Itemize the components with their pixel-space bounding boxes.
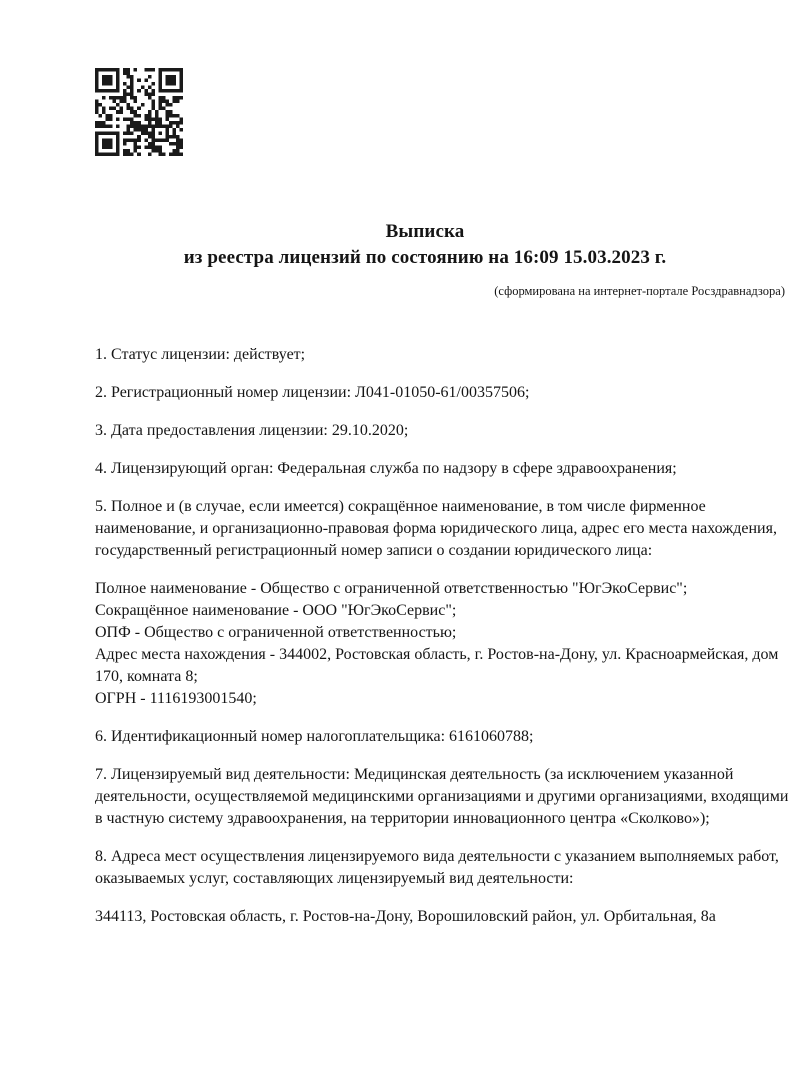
company-ogrn: ОГРН - 1116193001540; — [95, 690, 257, 707]
item-registration-number: 2. Регистрационный номер лицензии: Л041-01050-61/00357506; — [95, 384, 530, 401]
qr-code-image — [95, 68, 183, 156]
item-licensed-activity: 7. Лицензируемый вид деятельности: Медицинская деятельность (за исключением указанной деятельности, осуществляемой медицинскими организациями и другими организациями, входящими в частную систему здравоохранения, на территории инновационного центра «Сколково»); — [95, 766, 789, 827]
item-activity-address: 344113, Ростовская область, г. Ростов-на-Дону, Ворошиловский район, ул. Орбитальная, 8а — [95, 908, 716, 925]
item-activity-addresses-heading: 8. Адреса мест осуществления лицензируемого вида деятельности с указанием выполняемых работ, оказываемых услуг, составляющих лицензируемый вид деятельности: — [95, 848, 779, 887]
qr-code — [95, 68, 183, 156]
item-licensing-authority: 4. Лицензирующий орган: Федеральная служба по надзору в сфере здравоохранения; — [95, 460, 677, 477]
item-taxpayer-inn: 6. Идентификационный номер налогоплательщика: 6161060788; — [95, 728, 534, 745]
document-title — [80, 219, 770, 271]
item-license-status: 1. Статус лицензии: действует; — [95, 346, 306, 363]
title-line-1: Выписка — [385, 221, 465, 242]
company-address: Адрес места нахождения - 344002, Ростовская область, г. Ростов-на-Дону, ул. Красноармейская, дом 170, комната 8; — [95, 646, 779, 685]
item-grant-date: 3. Дата предоставления лицензии: 29.10.2020; — [95, 422, 409, 439]
document-subtitle: (сформирована на интернет-портале Росздравнадзора) — [494, 284, 785, 298]
title-line-2: из реестра лицензий по состоянию на 16:09 15.03.2023 г. — [183, 247, 667, 268]
company-short-name: Сокращённое наименование - ООО "ЮгЭкоСервис"; — [95, 602, 457, 619]
company-full-name: Полное наименование - Общество с ограниченной ответственностью "ЮгЭкоСервис"; — [95, 580, 688, 597]
company-legal-form: ОПФ - Общество с ограниченной ответственностью; — [95, 624, 457, 641]
document-body — [95, 344, 789, 944]
company-details — [95, 578, 789, 710]
item-organization-heading: 5. Полное и (в случае, если имеется) сокращённое наименование, в том числе фирменное наименование, и организационно-правовая форма юридического лица, адрес его места нахождения, государственный регистрационный номер записи о создании юридического лица: — [95, 498, 777, 559]
